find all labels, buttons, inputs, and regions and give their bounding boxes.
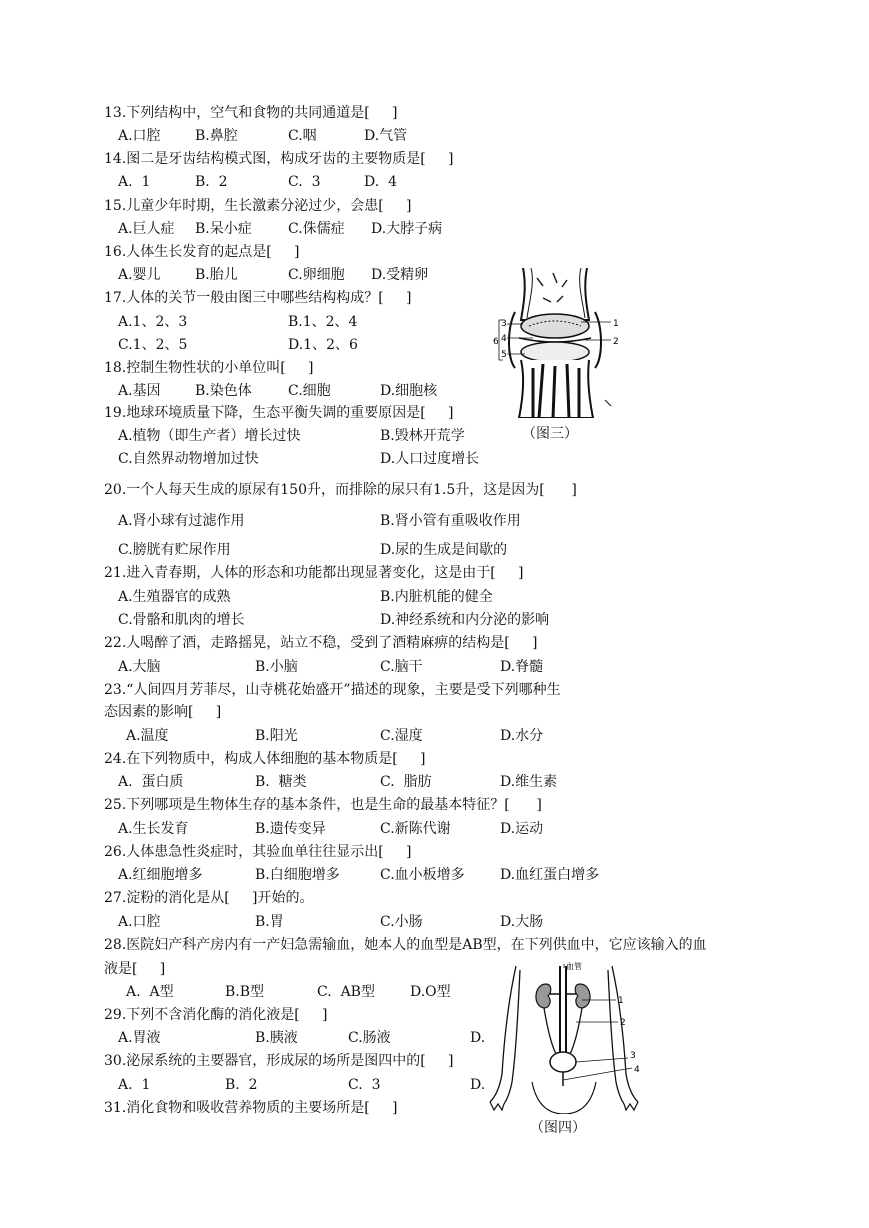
option: A.生长发育: [118, 821, 189, 837]
option: B.鼻腔: [195, 128, 238, 144]
figure3-label: 5: [501, 350, 507, 360]
option: C.新陈代谢: [380, 821, 451, 837]
question-stem-continued: 液是[ ]: [104, 961, 166, 977]
option: B.遗传变异: [255, 821, 326, 837]
question-stem: 18.控制生物性状的小单位叫[ ]: [104, 360, 314, 376]
option: B.1、2、4: [288, 314, 358, 330]
question-stem: 19.地球环境质量下降，生态平衡失调的重要原因是[ ]: [104, 405, 454, 421]
question-stem: 25.下列哪项是生物体生存的基本条件，也是生命的最基本特征？[ ]: [104, 797, 542, 813]
option: C.脑干: [380, 659, 423, 675]
option: B.染色体: [195, 383, 252, 399]
option: B.内脏机能的健全: [380, 589, 493, 605]
option: A.胃液: [118, 1030, 161, 1046]
figure3-label: 4: [501, 334, 507, 344]
option: C.湿度: [380, 728, 423, 744]
option: D.水分: [500, 728, 544, 744]
figure4-label: 3: [630, 1051, 636, 1061]
question-stem: 28.医院妇产科产房内有一产妇急需输血，她本人的血型是AB型，在下列供血中，它应该输入的血: [104, 937, 707, 953]
question-stem: 22.人喝醉了酒，走路摇晃，站立不稳，受到了酒精麻痹的结构是[ ]: [104, 635, 538, 651]
option: C.骨骼和肌肉的增长: [118, 612, 245, 628]
figure4-label: 1: [618, 996, 624, 1006]
question-stem: 29.下列不含消化酶的消化液是[ ]: [104, 1007, 328, 1023]
option: A.大脑: [118, 659, 161, 675]
option: D.受精卵: [371, 267, 429, 283]
figure3-label: 2: [613, 337, 619, 347]
option: A.温度: [126, 728, 169, 744]
figure3-caption: （图三）: [522, 426, 578, 442]
figure3-label: 6: [493, 337, 499, 347]
option: A. A型: [126, 984, 174, 1000]
option: A.生殖器官的成熟: [118, 589, 231, 605]
option: C.小肠: [380, 914, 423, 930]
option: A.基因: [118, 383, 161, 399]
option: D.血红蛋白增多: [500, 867, 600, 883]
option: D.O型: [410, 984, 451, 1000]
option: B.呆小症: [195, 221, 252, 237]
urinary-system-figure: [486, 962, 646, 1114]
option: D.气管: [364, 128, 408, 144]
option: B. 2: [195, 174, 228, 190]
option: A.1、2、3: [118, 314, 188, 330]
joint-diagram-figure: [493, 268, 623, 418]
option: C.膀胱有贮尿作用: [118, 542, 231, 558]
question-stem: 13.下列结构中，空气和食物的共同通道是[ ]: [104, 105, 398, 121]
option: A. 1: [118, 1077, 151, 1093]
question-stem: 16.人体生长发育的起点是[ ]: [104, 244, 300, 260]
option: A.口腔: [118, 914, 161, 930]
figure4-label: 4: [634, 1065, 640, 1075]
option: A.口腔: [118, 128, 161, 144]
figure4-label: 血管: [566, 962, 582, 971]
option: D.运动: [500, 821, 544, 837]
option: B.肾小管有重吸收作用: [380, 513, 521, 529]
option: B.胃: [255, 914, 284, 930]
option: D.维生素: [500, 774, 558, 790]
question-stem: 21.进入青春期，人体的形态和功能都出现显著变化，这是由于[ ]: [104, 565, 524, 581]
option: B.白细胞增多: [255, 867, 340, 883]
option: B. 糖类: [255, 774, 307, 790]
option: A.红细胞增多: [118, 867, 203, 883]
option: B.毁林开荒学: [380, 428, 465, 444]
option: D.细胞核: [380, 383, 438, 399]
option: A.婴儿: [118, 267, 161, 283]
option: D.1、2、6: [288, 337, 358, 353]
option: B.小脑: [255, 659, 298, 675]
option: B.B型: [225, 984, 265, 1000]
option: D.神经系统和内分泌的影响: [380, 612, 550, 628]
option: C.侏儒症: [288, 221, 345, 237]
option: A. 蛋白质: [118, 774, 184, 790]
question-stem: 26.人体患急性炎症时，其验血单往往显示出[ ]: [104, 844, 412, 860]
option: C.自然界动物增加过快: [118, 451, 259, 467]
option: D.大脖子病: [371, 221, 443, 237]
option: C.1、2、5: [118, 337, 188, 353]
figure3-label: 1: [613, 319, 619, 329]
option: C.卵细胞: [288, 267, 345, 283]
question-stem: 14.图二是牙齿结构模式图，构成牙齿的主要物质是[ ]: [104, 151, 454, 167]
question-stem: 24.在下列物质中，构成人体细胞的基本物质是[ ]: [104, 751, 426, 767]
option: B.胎儿: [195, 267, 238, 283]
option: B. 2: [225, 1077, 258, 1093]
figure4-caption: （图四）: [530, 1120, 586, 1136]
option: D.大肠: [500, 914, 544, 930]
question-stem: 27.淀粉的消化是从[ ]开始的。: [104, 890, 314, 906]
option: B.胰液: [255, 1030, 298, 1046]
option: C. 脂肪: [380, 774, 432, 790]
option: C.咽: [288, 128, 317, 144]
question-stem-continued: 态因素的影响[ ]: [104, 704, 222, 720]
option: D.脊髓: [500, 659, 544, 675]
option: A. 1: [118, 174, 151, 190]
option: A.肾小球有过滤作用: [118, 513, 245, 529]
question-stem: 31.消化食物和吸收营养物质的主要场所是[ ]: [104, 1100, 398, 1116]
option: D.: [470, 1077, 486, 1093]
option: D. 4: [364, 174, 397, 190]
figure4-label: 2: [620, 1018, 626, 1028]
question-stem: 30.泌尿系统的主要器官，形成尿的场所是图四中的[ ]: [104, 1053, 454, 1069]
question-stem: 23.“人间四月芳菲尽，山寺桃花始盛开”描述的现象，主要是受下列哪种生: [104, 682, 561, 698]
option: D.: [470, 1030, 486, 1046]
option: B.阳光: [255, 728, 298, 744]
option: C. 3: [288, 174, 321, 190]
figure3-label: 3: [501, 319, 507, 329]
option: D.尿的生成是间歇的: [380, 542, 508, 558]
option: C.细胞: [288, 383, 331, 399]
question-stem: 15.儿童少年时期，生长激素分泌过少，会患[ ]: [104, 198, 412, 214]
option: D.人口过度增长: [380, 451, 480, 467]
option: C. 3: [348, 1077, 381, 1093]
option: A.植物（即生产者）增长过快: [118, 428, 301, 444]
option: C.血小板增多: [380, 867, 465, 883]
question-stem: 17.人体的关节一般由图三中哪些结构构成？[ ]: [104, 290, 412, 306]
option: A.巨人症: [118, 221, 175, 237]
option: C.肠液: [348, 1030, 391, 1046]
option: C. AB型: [317, 984, 375, 1000]
question-stem: 20.一个人每天生成的原尿有150升，而排除的尿只有1.5升，这是因为[ ]: [104, 482, 577, 498]
